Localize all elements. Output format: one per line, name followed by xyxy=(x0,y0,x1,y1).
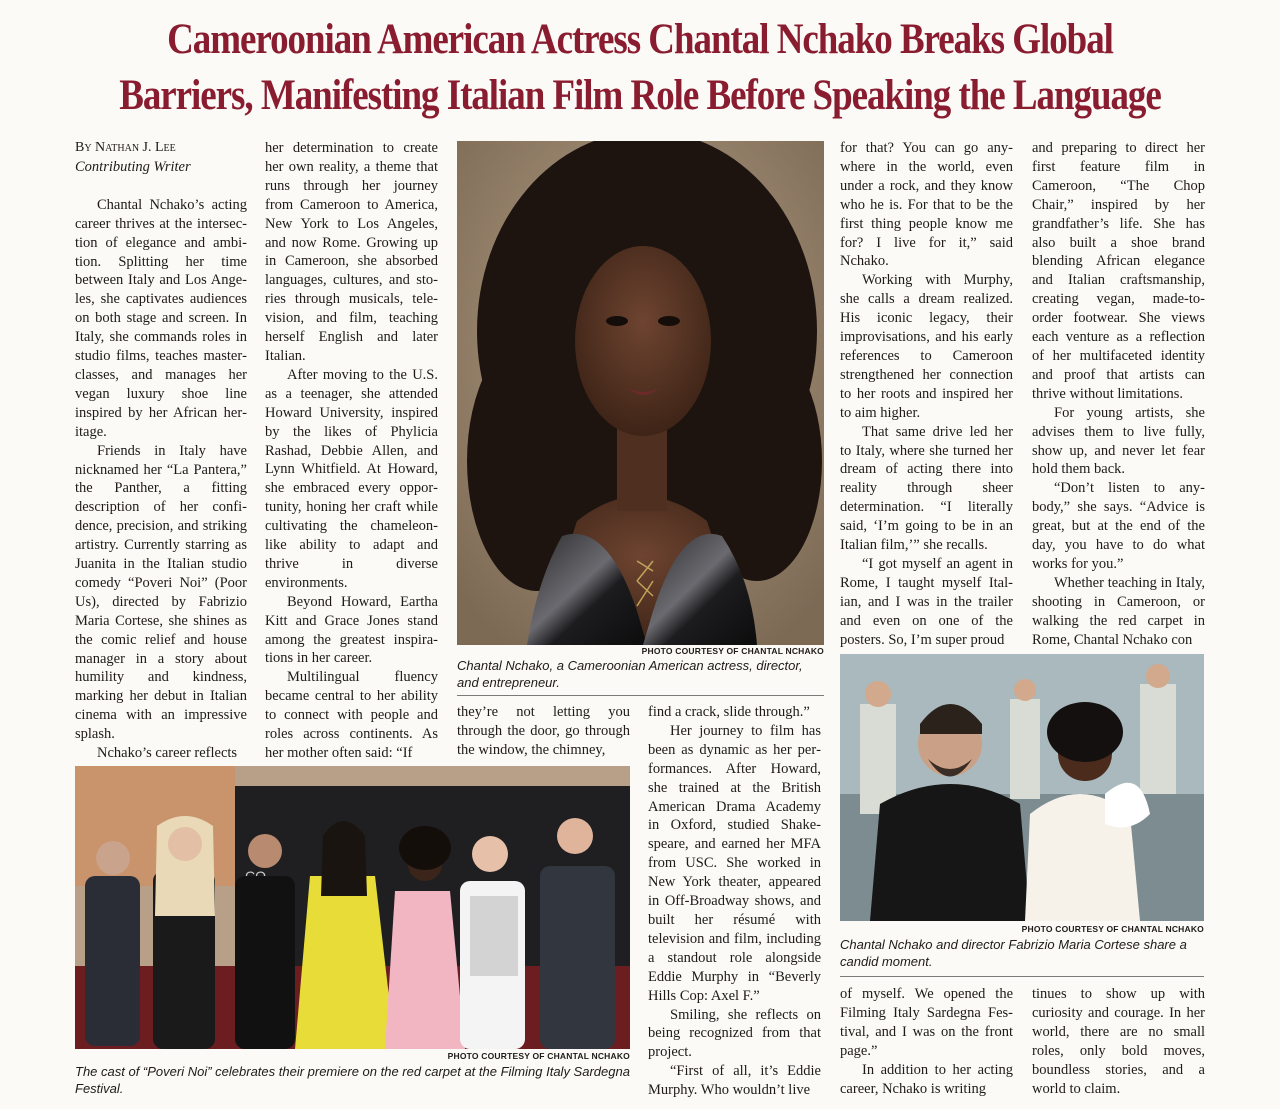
byline-role: Contributing Writer xyxy=(75,158,191,175)
headline-line-2: Barriers, Manifesting Italian Film Role Before Speaking the Language xyxy=(119,72,1161,119)
director-image xyxy=(840,654,1204,921)
column-4-top xyxy=(840,139,1013,649)
paragraph: “I got myself an agent in Rome, I taught myself Italian, and I was in the trailer and even on one of the posters. So, I’m super proud xyxy=(840,555,1013,648)
paragraph: Beyond Howard, Eartha Kitt and Grace Jones stand among the greatest inspirations in her career. xyxy=(265,593,438,667)
paragraph: they’re not letting you through the door, go through the window, the chimney, xyxy=(457,704,630,758)
divider xyxy=(457,695,824,696)
divider xyxy=(840,976,1204,977)
column-5-top xyxy=(1032,139,1205,649)
paragraph: Smiling, she reflects on being recognized from that project. xyxy=(648,1006,821,1061)
paragraph: Friends in Italy have nicknamed her “La Pantera,” the Panther, a fitting description of her confidence, precision, and striking artistry. Currently starring as Juanita in the Italian studio comedy “Poveri Noi” (Poor Us), directed by Fabrizio Maria Cortese, she shines as the comic relief and house manager in a story about humility and kindness, marking her debut in Italian cinema with an impressive splash. xyxy=(75,442,247,743)
paragraph: After moving to the U.S. as a teenager, she attended Howard University, inspired by the likes of Phylicia Rashad, Debbie Allen, and Lynn Whitfield. At Howard, she embraced every opportunity, honing her craft while cultivating the chameleon-like ability to adapt and thrive in diverse environments. xyxy=(265,366,438,591)
paragraph: Multilingual fluency became central to her ability to connect with people and roles across continents. As her mother often said: “If xyxy=(265,669,438,761)
red-carpet-image xyxy=(75,766,630,1049)
director-photo xyxy=(840,654,1204,921)
column-3-bottom xyxy=(457,703,630,760)
paragraph: “First of all, it’s Eddie Murphy. Who wouldn’t live xyxy=(648,1063,821,1099)
column-1 xyxy=(75,139,247,763)
byline-spacer xyxy=(75,177,247,196)
portrait-photo-caption: Chantal Nchako, a Cameroonian American actress, director, and entrepreneur. xyxy=(457,658,803,690)
column-5-end xyxy=(1032,985,1205,1098)
paragraph: find a crack, slide through.” xyxy=(648,704,810,720)
article-headline xyxy=(90,12,1191,124)
director-photo-credit: PHOTO COURTESY OF CHANTAL NCHAKO xyxy=(1021,924,1204,934)
paragraph: For young artists, she advises them to live fully, show up, and never let fear hold them back. xyxy=(1032,404,1205,478)
paragraph: In addition to her acting career, Nchako is writing xyxy=(840,1061,1013,1097)
headline-line-1: Cameroonian American Actress Chantal Nchako Breaks Global xyxy=(167,16,1113,63)
portrait-photo xyxy=(457,141,824,645)
paragraph: her determination to create her own reality, a theme that runs through her journey from Cameroon to America, New York to Los Angeles, and now Rome. Growing up in Cameroon, she absorbed languages, cultures, and stories through musicals, television, and film, teaching herself English and later Italian. xyxy=(265,140,438,364)
red-carpet-photo-caption: The cast of “Poveri Noi” celebrates their premiere on the red carpet at the Filming Italy Sardegna Festival. xyxy=(75,1064,630,1096)
paragraph: “Don’t listen to anybody,” she says. “Advice is great, but at the end of the day, you have to do what works for you.” xyxy=(1032,480,1205,572)
column-2 xyxy=(265,139,438,763)
column-4-bottom xyxy=(648,703,821,1100)
red-carpet-photo xyxy=(75,766,630,1049)
red-carpet-photo-credit: PHOTO COURTESY OF CHANTAL NCHAKO xyxy=(447,1051,630,1061)
paragraph: That same drive led her to Italy, where she turned her dream of acting there into reality through sheer determination. “I literally said, ‘I’m going to be in an Italian film,’” she recalls. xyxy=(840,423,1013,554)
paragraph: Nchako’s career reflects xyxy=(97,745,238,762)
portrait-photo-credit: PHOTO COURTESY OF CHANTAL NCHAKO xyxy=(641,646,824,656)
paragraph: Chantal Nchako’s acting career thrives at the intersection of elegance and ambition. Splitting her time between Italy and Los Angeles, she captivates audiences on both stage and screen. In Italy, she commands roles in studio films, teaches masterclasses, and manages her vegan luxury shoe line inspired by her African heritage. xyxy=(75,196,247,440)
column-4-end xyxy=(840,985,1013,1098)
paragraph: Her journey to film has been as dynamic as her performances. After Howard, she trained at the British American Drama Academy in Oxford, studied Shakespeare, and earned her MFA from USC. She worked in New York theater, appeared in Off-Broadway shows, and built her résumé with television and film, including a standout role alongside Eddie Murphy in “Beverly Hills Cop: Axel F.” xyxy=(648,722,821,1004)
paragraph: Working with Murphy, she calls a dream realized. His iconic legacy, their improvisations, and his early references to Cameroon strengthened her connection to her roots and inspired her to aim higher. xyxy=(840,272,1013,421)
paragraph: tinues to show up with curiosity and courage. In her world, there are no small roles, only bold moves, boundless stories, and a world to claim. xyxy=(1032,986,1205,1097)
paragraph: Whether teaching in Italy, shooting in Cameroon, or walking the red carpet in Rome, Chantal Nchako con xyxy=(1032,574,1205,648)
paragraph: of myself. We opened the Filming Italy Sardegna Festival, and I was on the front page.” xyxy=(840,986,1013,1059)
paragraph: and preparing to direct her first feature film in Cameroon, “The Chop Chair,” inspired by her grandfather’s life. She has also built a shoe brand blending African elegance and Italian craftsmanship, creating vegan, made-to-order footwear. She views each venture as a reflection of her multifaceted identity and proof that artists can thrive without limitations. xyxy=(1032,140,1205,402)
paragraph: for that? You can go anywhere in the world, even under a rock, and they know who he is. For that to be the first thing people know me for? I live for it,” said Nchako. xyxy=(840,140,1013,270)
portrait-image xyxy=(457,141,824,645)
byline-name: By Nathan J. Lee xyxy=(75,140,176,155)
director-photo-caption: Chantal Nchako and director Fabrizio Maria Cortese share a candid moment. xyxy=(840,937,1187,969)
